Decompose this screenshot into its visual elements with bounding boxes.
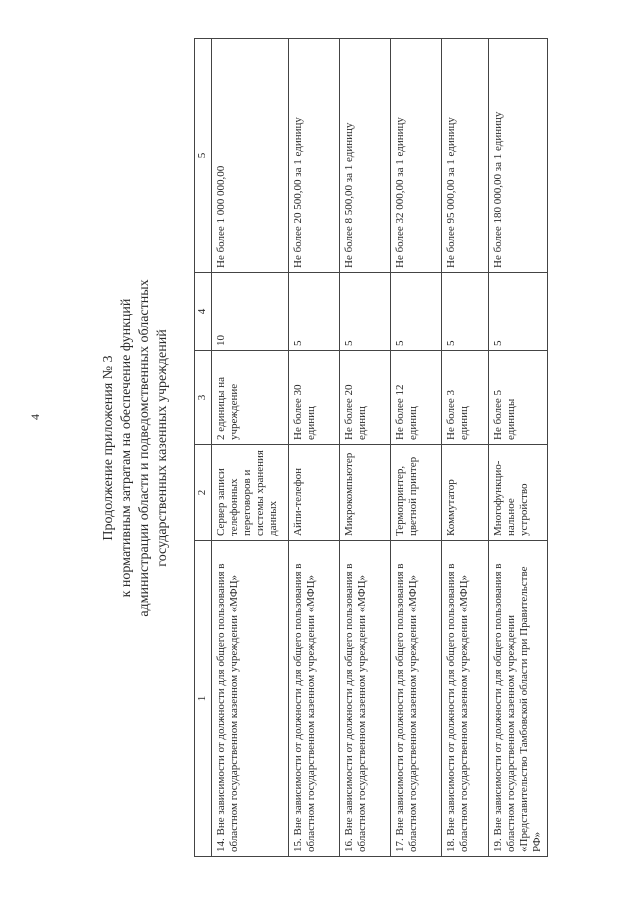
item-cell: Многофункцио-нальное устройство [489, 445, 548, 541]
header-cell-3: 3 [195, 351, 212, 445]
position-cell: 15. Вне зависимости от должности для общего пользования в областном государственном казенном учреждении «МФЦ» [289, 541, 340, 857]
heading-line-2: к нормативным затратам на обеспечение функций [119, 298, 134, 598]
header-cell-1: 1 [195, 541, 212, 857]
price-cell: Не более 95 000,00 за 1 единицу [442, 39, 489, 273]
header-cell-4: 4 [195, 273, 212, 351]
price-cell: Не более 32 000,00 за 1 единицу [391, 39, 442, 273]
price-cell: Не более 8 500,00 за 1 единицу [340, 39, 391, 273]
item-cell: Коммутатор [442, 445, 489, 541]
term-cell: 5 [391, 273, 442, 351]
table-row [442, 39, 489, 857]
item-cell: Термопринтер, цветной принтер [391, 445, 442, 541]
price-cell: Не более 20 500,00 за 1 единицу [289, 39, 340, 273]
table-row [340, 39, 391, 857]
term-cell: 5 [442, 273, 489, 351]
page-number: 4 [28, 414, 42, 420]
table-row [289, 39, 340, 857]
position-cell: 14. Вне зависимости от должности для общего пользования в областном государственном казенном учреждении «МФЦ» [212, 541, 289, 857]
quantity-cell: 2 единицы на учреждение [212, 351, 289, 445]
position-cell: 17. Вне зависимости от должности для общего пользования в областном государственном казенном учреждении «МФЦ» [391, 541, 442, 857]
cost-norms-table [194, 38, 548, 857]
item-cell: Микрокомпьютер [340, 445, 391, 541]
table-row [489, 39, 548, 857]
item-cell: Айпи-телефон [289, 445, 340, 541]
header-cell-2: 2 [195, 445, 212, 541]
table-row [212, 39, 289, 857]
position-cell: 16. Вне зависимости от должности для общего пользования в областном государственном казенном учреждении «МФЦ» [340, 541, 391, 857]
table-row [391, 39, 442, 857]
quantity-cell: Не более 12 единиц [391, 351, 442, 445]
item-cell: Сервер записи телефонных переговоров и системы хранения данных [212, 445, 289, 541]
quantity-cell: Не более 5 единицы [489, 351, 548, 445]
price-cell: Не более 1 000 000,00 [212, 39, 289, 273]
document-heading [84, 39, 184, 857]
price-cell: Не более 180 000,00 за 1 единицу [489, 39, 548, 273]
heading-line-4: государственных казенных учреждений [155, 329, 170, 567]
term-cell: 5 [489, 273, 548, 351]
header-cell-5: 5 [195, 39, 212, 273]
quantity-cell: Не более 20 единиц [340, 351, 391, 445]
quantity-cell: Не более 30 единиц [289, 351, 340, 445]
heading-line-1: Продолжение приложения № 3 [101, 355, 116, 541]
position-cell: 18. Вне зависимости от должности для общего пользования в областном государственном казенном учреждении «МФЦ» [442, 541, 489, 857]
term-cell: 10 [212, 273, 289, 351]
term-cell: 5 [289, 273, 340, 351]
position-cell: 19. Вне зависимости от должности для общего пользования в областном государственном казенном учреждении «Представительство Тамбовской области при Правительстве РФ» [489, 541, 548, 857]
heading-line-3: администрации области и подведомственных областных [137, 279, 152, 617]
term-cell: 5 [340, 273, 391, 351]
table-header-row [195, 39, 212, 857]
rotated-page-content [84, 39, 543, 857]
quantity-cell: Не более 3 единиц [442, 351, 489, 445]
